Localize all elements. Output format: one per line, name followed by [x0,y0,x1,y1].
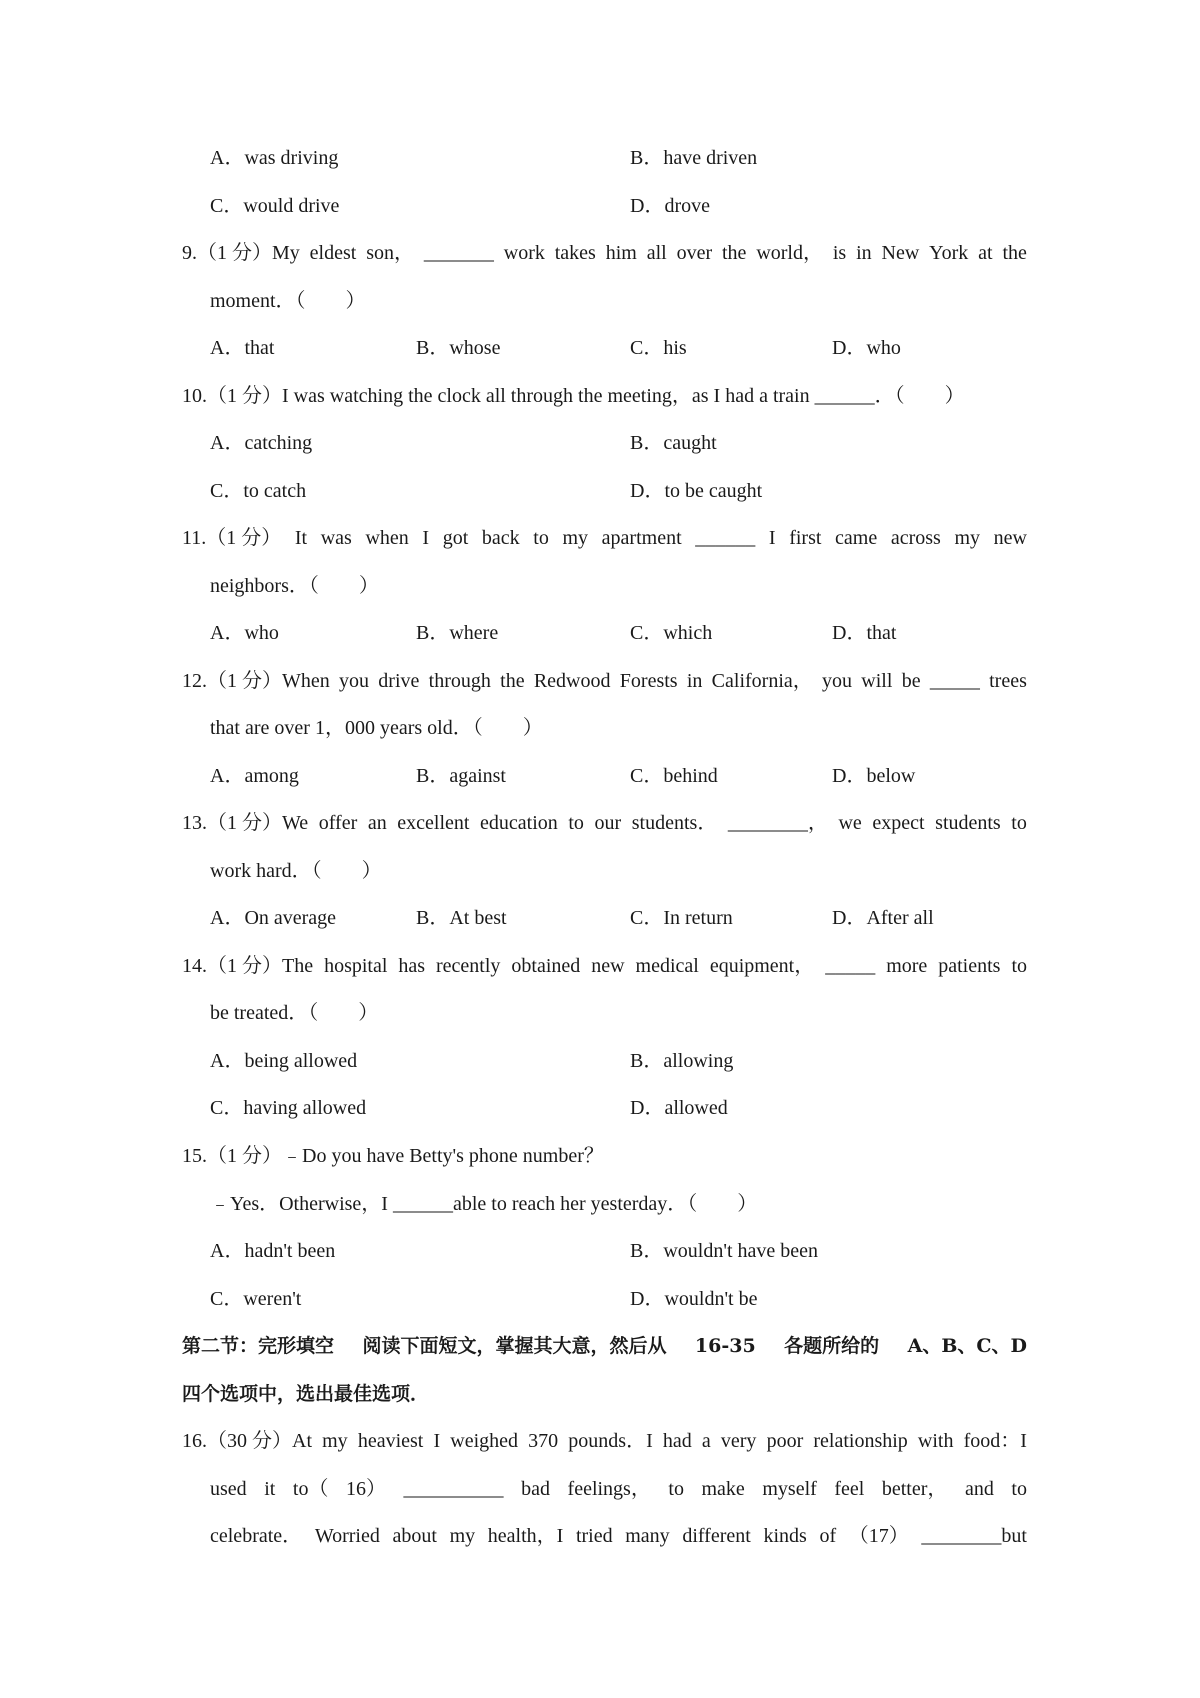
question-16-line-1: 16.（30 分）At my heaviest I weighed 370 pounds．I had a very poor relationship with food：I [182,1430,1027,1452]
question-16-line-2: used it to（ 16） __________ bad feelings， to make myself feel better， and to [210,1478,1027,1500]
option-b: B．have driven [630,147,758,169]
option-a: A．was driving [210,147,339,169]
question-15-stem: 15.（1 分）﹣Do you have Betty's phone number？ [182,1145,604,1167]
option-d: D．below [832,765,916,787]
question-15-continuation: ﹣Yes．Otherwise，I ______able to reach her yesterday．（ ） [210,1193,758,1215]
option-b: B．where [416,622,499,644]
option-c: C．In return [630,907,733,929]
question-9-stem: 9.（1 分）My eldest son， _______ work takes him all over the world， is in New York at the [182,242,1027,264]
option-a: A．who [210,622,279,644]
question-16-line-3: celebrate． Worried about my health，I tried many different kinds of （17） ________but [210,1525,1027,1547]
option-d: D．After all [832,907,934,929]
option-b: B．allowing [630,1050,734,1072]
option-c: C．which [630,622,713,644]
option-c: C．to catch [210,480,307,502]
option-b: B．wouldn't have been [630,1240,819,1262]
option-d: D．drove [630,195,710,217]
option-d: D．to be caught [630,480,763,502]
option-c: C．behind [630,765,718,787]
question-10-stem: 10.（1 分）I was watching the clock all through the meeting，as I had a train ______．（ ） [182,385,965,407]
option-b: B．whose [416,337,501,359]
option-d: D．allowed [630,1097,728,1119]
question-13-stem: 13.（1 分）We offer an excellent education to our students． ________， we expect students to [182,812,1027,834]
option-c: C．weren't [210,1288,302,1310]
option-c: C．his [630,337,687,359]
option-a: A．hadn't been [210,1240,336,1262]
option-c: C．would drive [210,195,340,217]
question-9-continuation: moment．（ ） [210,290,366,312]
option-c: C．having allowed [210,1097,367,1119]
question-14-continuation: be treated．（ ） [210,1002,379,1024]
option-a: A．On average [210,907,337,929]
option-a: A．among [210,765,299,787]
question-11-continuation: neighbors．（ ） [210,575,379,597]
question-12-continuation: that are over 1，000 years old．（ ） [210,717,543,739]
option-d: D．wouldn't be [630,1288,758,1310]
option-b: B．caught [630,432,717,454]
option-d: D．that [832,622,897,644]
question-14-stem: 14.（1 分）The hospital has recently obtained new medical equipment， _____ more patients to [182,955,1027,977]
option-a: A．catching [210,432,313,454]
section-heading-continuation: 四个选项中，选出最佳选项． [182,1383,430,1405]
section-heading: 第二节：完形填空 阅读下面短文，掌握其大意，然后从 16-35 各题所给的 A、B、C、D [182,1335,1027,1357]
option-a: A．that [210,337,275,359]
question-11-stem: 11.（1 分） It was when I got back to my apartment ______ I first came across my new [182,527,1027,549]
option-d: D．who [832,337,901,359]
question-12-stem: 12.（1 分）When you drive through the Redwood Forests in California， you will be _____ trees [182,670,1027,692]
option-b: B．At best [416,907,507,929]
option-a: A．being allowed [210,1050,358,1072]
option-b: B．against [416,765,506,787]
question-13-continuation: work hard．（ ） [210,860,382,882]
